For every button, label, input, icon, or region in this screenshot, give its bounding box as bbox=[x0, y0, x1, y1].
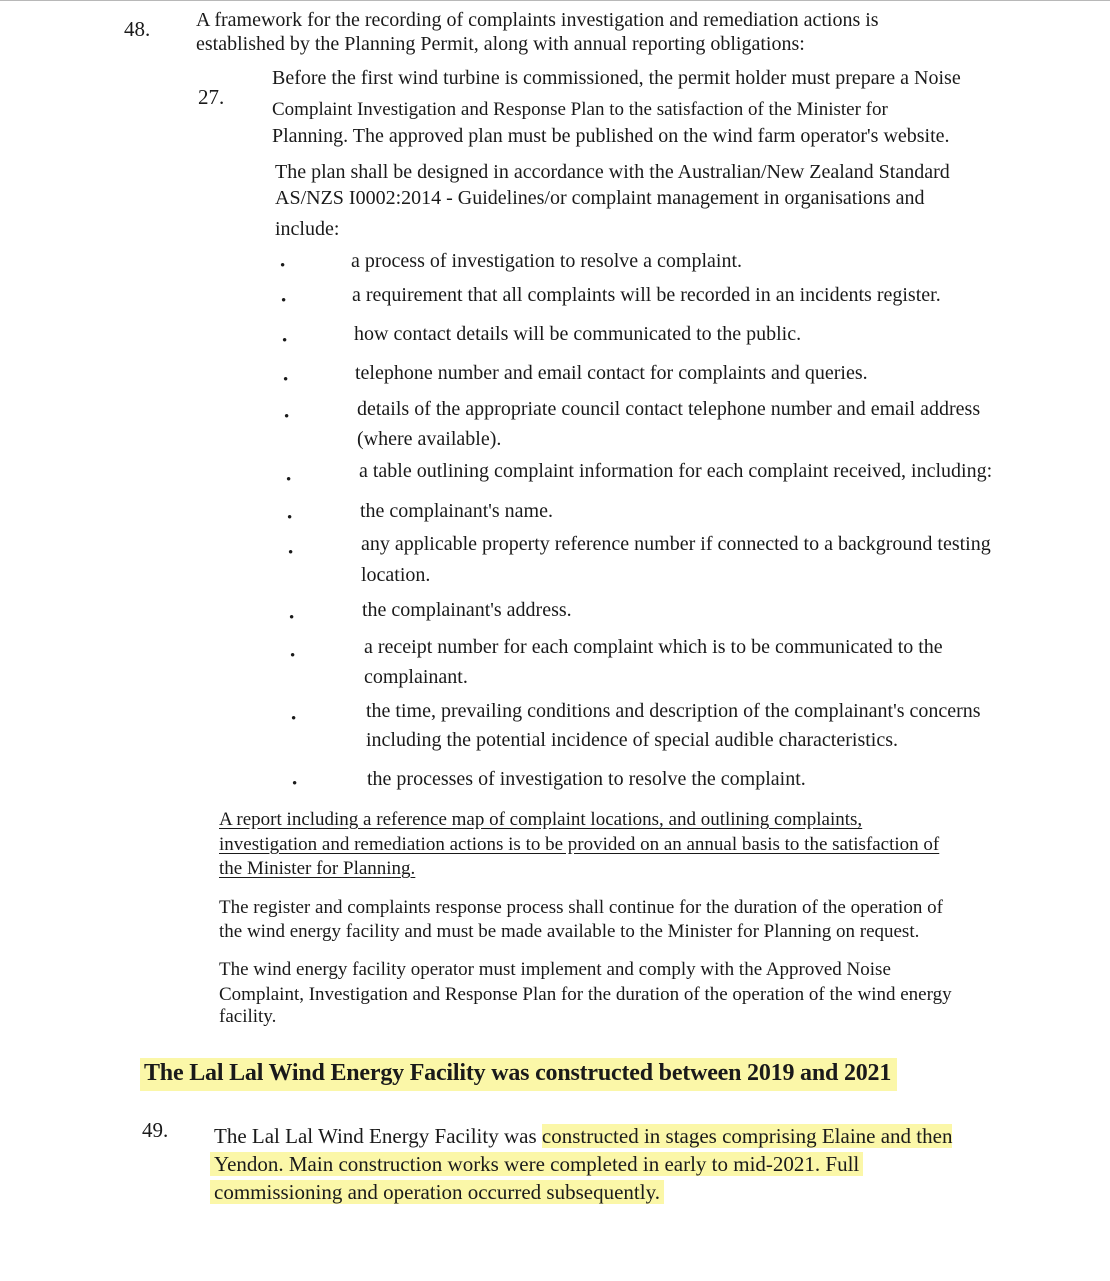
section-heading: The Lal Lal Wind Energy Facility was constructed between 2019 and 2021 bbox=[140, 1058, 897, 1091]
bullet-item-7: the complainant's name. bbox=[360, 500, 553, 522]
paragraph-number-49: 49. bbox=[142, 1118, 169, 1142]
standard-line-3: include: bbox=[275, 218, 340, 240]
bullet-item-9: the complainant's address. bbox=[362, 599, 572, 621]
register-line-2: the wind energy facility and must be made available to the Minister for Planning on request. bbox=[219, 921, 920, 942]
register-line-1: The register and complaints response process shall continue for the duration of the operation of bbox=[219, 897, 943, 918]
bullet-marker: • bbox=[286, 472, 292, 488]
bullet-marker: • bbox=[292, 776, 298, 792]
bullet-item-6: a table outlining complaint information for each complaint received, including: bbox=[359, 460, 993, 482]
operator-line-3: facility. bbox=[219, 1006, 277, 1027]
bullet-marker: • bbox=[283, 372, 289, 388]
standard-line-2: AS/NZS I0002:2014 - Guidelines/or complaint management in organisations and bbox=[275, 187, 925, 209]
paragraph-49-line-3: commissioning and operation occurred subsequently. bbox=[210, 1180, 664, 1204]
bullet-item-11-continued: including the potential incidence of special audible characteristics. bbox=[366, 729, 899, 751]
bullet-marker: • bbox=[282, 333, 288, 349]
condition-27-line-1: Before the first wind turbine is commissioned, the permit holder must prepare a Noise bbox=[272, 67, 961, 89]
bullet-item-5-continued: (where available). bbox=[357, 428, 502, 450]
bullet-item-5: details of the appropriate council contact telephone number and email address bbox=[357, 398, 981, 420]
bullet-marker: • bbox=[291, 711, 297, 727]
bullet-item-10-continued: complainant. bbox=[364, 666, 468, 688]
annual-report-line-2: investigation and remediation actions is to be provided on an annual basis to the satisfaction of bbox=[219, 834, 940, 855]
paragraph-49-line-1-highlight: constructed in stages comprising Elaine and then bbox=[541, 1124, 953, 1148]
paragraph-48-line-1: A framework for the recording of complaints investigation and remediation actions is bbox=[196, 9, 879, 31]
bullet-marker: • bbox=[287, 510, 293, 526]
bullet-marker: • bbox=[288, 545, 294, 561]
bullet-item-12: the processes of investigation to resolve the complaint. bbox=[367, 768, 806, 790]
bullet-marker: • bbox=[284, 409, 290, 425]
paragraph-48-line-2: established by the Planning Permit, along with annual reporting obligations: bbox=[196, 33, 805, 55]
bullet-item-1: a process of investigation to resolve a complaint. bbox=[351, 250, 743, 272]
bullet-marker: • bbox=[290, 648, 296, 664]
paragraph-48-line-1-crop bbox=[196, 2, 1076, 32]
bullet-item-8-continued: location. bbox=[361, 564, 431, 586]
paragraph-49-line-1 bbox=[214, 1124, 952, 1148]
bullet-marker: • bbox=[281, 293, 287, 309]
condition-27-line-2: Complaint Investigation and Response Plan to the satisfaction of the Minister for bbox=[272, 99, 888, 120]
bullet-item-8: any applicable property reference number if connected to a background testing bbox=[361, 533, 991, 555]
condition-number-27: 27. bbox=[198, 85, 225, 109]
operator-line-1: The wind energy facility operator must implement and comply with the Approved Noise bbox=[219, 959, 891, 980]
bullet-item-10: a receipt number for each complaint which is to be communicated to the bbox=[364, 636, 943, 658]
operator-line-2: Complaint, Investigation and Response Plan for the duration of the operation of the wind energy bbox=[219, 984, 952, 1005]
bullet-item-3: how contact details will be communicated to the public. bbox=[354, 323, 802, 345]
paragraph-49-line-1-start: The Lal Lal Wind Energy Facility was bbox=[214, 1124, 542, 1148]
bullet-marker: • bbox=[289, 610, 295, 626]
condition-27-line-3: Planning. The approved plan must be published on the wind farm operator's website. bbox=[272, 125, 950, 147]
bullet-item-11: the time, prevailing conditions and description of the complainant's concerns bbox=[366, 700, 981, 722]
paragraph-49-line-2: Yendon. Main construction works were completed in early to mid-2021. Full bbox=[210, 1152, 863, 1176]
paragraph-number-48: 48. bbox=[124, 17, 151, 41]
bullet-item-2: a requirement that all complaints will be recorded in an incidents register. bbox=[352, 284, 941, 306]
bullet-item-4: telephone number and email contact for complaints and queries. bbox=[355, 362, 868, 384]
annual-report-line-1: A report including a reference map of complaint locations, and outlining complaints, bbox=[219, 809, 863, 830]
standard-line-1: The plan shall be designed in accordance with the Australian/New Zealand Standard bbox=[275, 161, 950, 183]
bullet-marker: • bbox=[280, 258, 286, 274]
annual-report-line-3: the Minister for Planning. bbox=[219, 858, 416, 879]
